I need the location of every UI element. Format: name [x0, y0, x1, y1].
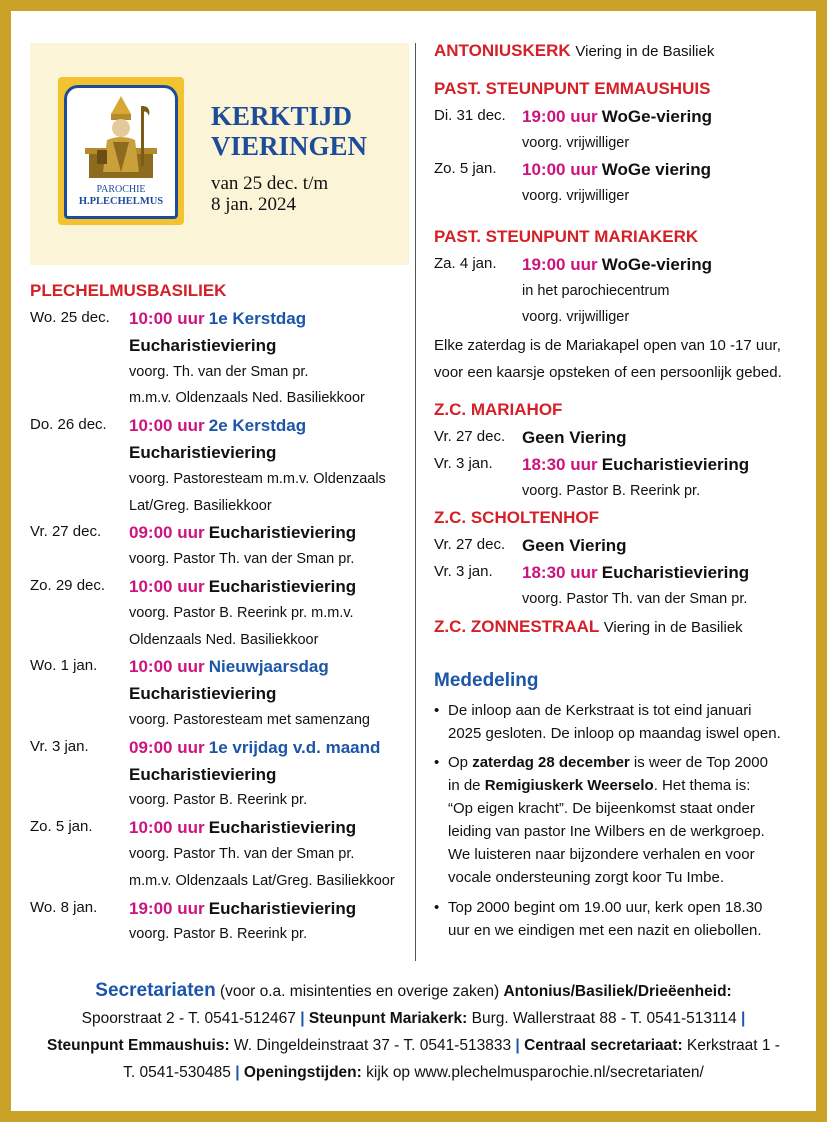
schedule-service: Eucharistieviering: [208, 577, 357, 596]
schedule-date: Vr. 27 dec.: [434, 428, 506, 445]
footer-heading: Secretariaten: [95, 980, 216, 1001]
schedule-service: WoGe-viering: [601, 107, 712, 126]
schedule-time: 10:00 uur: [129, 309, 205, 328]
schedule-time: 19:00 uur: [522, 255, 598, 274]
schedule-service: Eucharistieviering: [129, 684, 277, 704]
schedule-detail: voorg. vrijwilliger: [522, 309, 630, 325]
schedule-detail: voorg. Pastor B. Reerink pr.: [129, 792, 308, 809]
schedule-detail: m.m.v. Oldenzaals Ned. Basiliekkoor: [129, 390, 365, 407]
schedule-detail: voorg. Pastor Th. van der Sman pr.: [522, 591, 748, 607]
schedule-time: 10:00 uur: [129, 657, 205, 677]
section-heading-zonnestraal: Z.C. ZONNESTRAAL Viering in de Basiliek: [434, 617, 743, 636]
schedule-service: Eucharistieviering: [208, 898, 357, 918]
schedule-time: 18:30 uur: [522, 455, 598, 474]
announcement-title: Mededeling: [434, 670, 539, 691]
schedule-date: Vr. 27 dec.: [30, 523, 102, 541]
section-heading-scholtenhof: Z.C. SCHOLTENHOF: [434, 508, 599, 527]
schedule-time: 10:00 uur: [129, 577, 205, 596]
schedule-service: Eucharistieviering: [129, 443, 277, 462]
schedule-detail: voorg. Pastor B. Reerink pr. m.m.v.: [129, 604, 354, 621]
bulletin-page: PAROCHIE H.PLECHELMUS KERKTIJD VIERINGEN van 25 dec. t/m 8 jan. 2024 PLECHELMUSBASILIEK Wo. 25 dec. 10:00 uur 1e Kerstdag Eucharistieviering voorg. Th. van der Sman pr. m.m.v. Oldenzaals Ned. Basiliekkoor Do. 26 dec. 10:00 uur 2e Kerstdag Eucharistieviering voorg. Pastoresteam m.m.v. Oldenzaals Lat/Greg. Basiliekkoor Vr. 27 dec. 09:00 uur Eucharistieviering voorg. Pastor Th. van der Sman pr. Zo. 29 dec. 10:00 uur Eucharistieviering voorg. Pastor B. Reerink pr. m.m.v. Oldenzaals Ned. Basiliekkoor Wo. 1 jan. 10:00 uur Nieuwjaarsdag Eucharistieviering voorg. Pastoresteam met samenzang Vr. 3 jan. 09:00 uur 1e vrijdag v.d. maand Eucharistieviering voorg. Pastor B. Reerink pr. Zo. 5 jan. 10:00 uur Eucharistieviering voorg. Pastor Th. van der Sman pr. m.m.v. Oldenzaals Lat/Greg. Basiliekkoor Wo. 8 jan. 19:00 uur Eucharistieviering voorg. Pastor B. Reerink pr. ANTONIUSKERK Viering in de Basiliek PAST. STEUNPUNT EMMAUSHUIS Di. 31 dec. 19:00 uur WoGe-viering voorg. vrijwilliger Zo. 5 jan. 10:00 uur WoGe viering voorg. vrijwilliger PAST. STEUNPUNT MARIAKERK Za. 4 jan. 19:00 uur WoGe-viering in het parochiecentrum voorg. vrijwilliger Elke zaterdag is de Mariakapel open van 10 -17 uur, voor een kaarsje opsteken of een persoonlijk gebed. Z.C. MARIAHOF Vr. 27 dec. Geen Viering Vr. 3 jan. 18:30 uur Eucharistieviering voorg. Pastor B. Reerink pr. Z.C. SCHOLTENHOF Vr. 27 dec. Geen Viering Vr. 3 jan. 18:30 uur Eucharistieviering voorg. Pastor Th. van der Sman pr. Z.C. ZONNESTRAAL Viering in de Basiliek Mededeling • De inloop aan de Kerkstraat is tot eind januari 2025 gesloten. De inloop op maandag iswel open. • Op zaterdag 28 december is weer de Top 2000 in de Remigiuskerk Weerselo. Het thema is: “Op eigen kracht”. De bijeenkomst staat onder leiding van pastor Ine Wilbers en de werkgroep. We luisteren naar bijzondere verhalen en voor vocale ondersteuning zorgt koor Tu Imbe. • Top 2000 begint om 19.00 uur, kerk open 18.30 uur en we eindigen met een nazit en oliebollen. Secretariaten (voor o.a. misintenties en overige zaken) Antonius/Basiliek/Drieëenheid: Spoorstraat 2 - T. 0541-512467 | Steunpunt Mariakerk: Burg. Wallerstraat 88 - T. 0541-513114 | Steunpunt Emmaushuis: W. Dingeldeinstraat 37 - T. 0541-513833 | Centraal secretariaat: Kerkstraat 1 - T. 0541-530485 | Openingstijden: kijk op www.plechelmusparochie.nl/secretariaten/: [11, 11, 816, 1111]
schedule-detail: voorg. Pastoresteam m.m.v. Oldenzaals: [129, 470, 386, 487]
section-heading-mariakerk: PAST. STEUNPUNT MARIAKERK: [434, 227, 699, 246]
schedule-detail: m.m.v. Oldenzaals Lat/Greg. Basiliekkoor: [129, 872, 395, 889]
schedule-service: Eucharistieviering: [208, 818, 357, 838]
schedule-date: Zo. 29 dec.: [30, 577, 106, 594]
schedule-service: Eucharistieviering: [129, 335, 277, 355]
section-heading-emmaushuis: PAST. STEUNPUNT EMMAUSHUIS: [434, 79, 711, 98]
schedule-service: Geen Viering: [522, 428, 627, 447]
logo-parish-name: H.PLECHELMUS: [78, 196, 164, 207]
schedule-detail: voorg. vrijwilliger: [522, 134, 630, 151]
section-heading-mariahof: Z.C. MARIAHOF: [434, 400, 563, 419]
schedule-detail: Lat/Greg. Basiliekkoor: [129, 497, 272, 514]
schedule-date: Vr. 3 jan.: [30, 737, 89, 755]
column-divider: [415, 43, 416, 961]
schedule-date: Wo. 1 jan.: [30, 657, 98, 675]
bishop-figure-icon: [67, 90, 175, 182]
logo-parish-label: PAROCHIE: [96, 184, 146, 195]
schedule-time: 18:30 uur: [522, 563, 598, 582]
schedule-detail: voorg. Pastor Th. van der Sman pr.: [129, 551, 355, 568]
schedule-time: 09:00 uur: [129, 737, 205, 757]
schedule-detail: voorg. Pastoresteam met samenzang: [129, 712, 370, 728]
mariakerk-note-line2: voor een kaarsje opsteken of een persoonlijk gebed.: [434, 364, 782, 381]
schedule-detail: voorg. Pastor B. Reerink pr.: [129, 926, 308, 943]
schedule-service: Eucharistieviering: [208, 523, 357, 543]
schedule-detail: voorg. vrijwilliger: [522, 187, 630, 204]
schedule-date: Do. 26 dec.: [30, 416, 107, 434]
schedule-service: Eucharistieviering: [601, 563, 750, 582]
parish-logo: [58, 77, 184, 225]
schedule-service: WoGe viering: [601, 160, 712, 179]
schedule-date: Zo. 5 jan.: [30, 818, 93, 836]
header-box: [30, 43, 409, 265]
schedule-detail: voorg. Th. van der Sman pr.: [129, 363, 309, 380]
schedule-date: Wo. 25 dec.: [30, 309, 110, 326]
schedule-date: Vr. 27 dec.: [434, 536, 506, 553]
schedule-occasion: 2e Kerstdag: [208, 416, 307, 436]
schedule-time: 10:00 uur: [129, 818, 205, 838]
schedule-time: 19:00 uur: [522, 107, 598, 126]
schedule-service: Eucharistieviering: [129, 764, 277, 784]
schedule-time: 10:00 uur: [129, 416, 205, 436]
schedule-date: Zo. 5 jan.: [434, 160, 497, 177]
schedule-date: Za. 4 jan.: [434, 255, 497, 272]
schedule-service: Geen Viering: [522, 536, 627, 555]
schedule-occasion: Nieuwjaarsdag: [208, 657, 329, 677]
section-heading-plechelmus: PLECHELMUSBASILIEK: [30, 281, 227, 300]
schedule-detail: in het parochiecentrum: [522, 282, 670, 299]
schedule-date: Wo. 8 jan.: [30, 898, 98, 916]
schedule-service: WoGe-viering: [601, 255, 712, 274]
schedule-occasion: 1e Kerstdag: [208, 309, 307, 328]
schedule-date: Vr. 3 jan.: [434, 455, 493, 472]
page-title: KERKTIJD VIERINGEN: [211, 101, 368, 161]
schedule-time: 19:00 uur: [129, 898, 205, 918]
schedule-date: Vr. 3 jan.: [434, 563, 493, 580]
mariakerk-note-line1: Elke zaterdag is de Mariakapel open van 10 -17 uur,: [434, 337, 781, 354]
footer-secretariaten: Secretariaten (voor o.a. misintenties en overige zaken) Antonius/Basiliek/Drieëenheid: Spoorstraat 2 - T. 0541-512467 | Steunpunt Mariakerk: Burg. Wallerstraat 88 - T. 0541-513114 | Steunpunt Emmaushuis: W. Dingeldeinstraat 37 - T. 0541-513833 | Centraal secretariaat: Kerkstraat 1 - T. 0541-530485 | Openingstijden: kijk op www.plechelmusparochie.nl/secretariaten/: [47, 980, 780, 1081]
schedule-occasion: 1e vrijdag v.d. maand: [208, 737, 381, 757]
section-heading-antonius: ANTONIUSKERK Viering in de Basiliek: [434, 41, 715, 60]
schedule-time: 09:00 uur: [129, 523, 205, 543]
schedule-time: 10:00 uur: [522, 160, 598, 179]
date-range: van 25 dec. t/m 8 jan. 2024: [211, 173, 329, 215]
schedule-detail: voorg. Pastor B. Reerink pr.: [522, 483, 701, 499]
schedule-detail: Oldenzaals Ned. Basiliekkoor: [129, 631, 319, 648]
schedule-date: Di. 31 dec.: [434, 107, 506, 124]
schedule-detail: voorg. Pastor Th. van der Sman pr.: [129, 846, 355, 862]
schedule-service: Eucharistieviering: [601, 455, 750, 474]
